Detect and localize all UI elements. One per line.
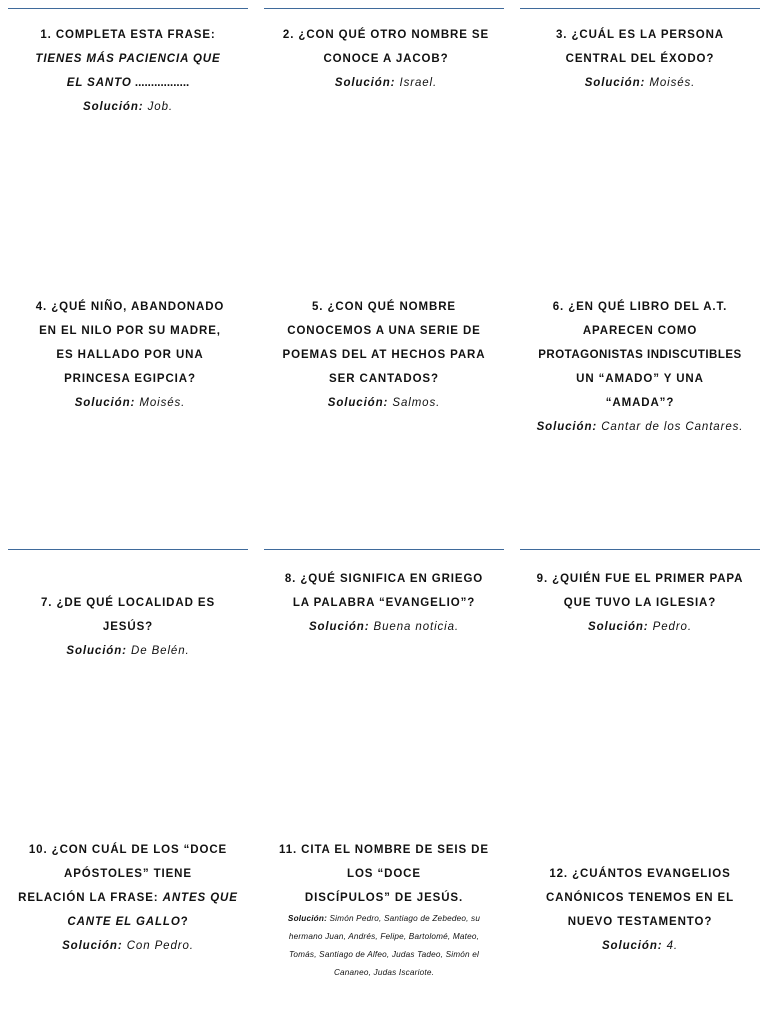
question-card-9 [527,567,753,639]
solution-label: Solución: [62,940,123,952]
solution-label: Solución: [308,621,370,633]
question-line: 1. COMPLETA ESTA FRASE: [40,29,216,41]
solution [273,71,499,95]
divider-rule [520,549,760,550]
question-card-10 [15,838,241,958]
question-line: “AMADA”? [605,397,675,409]
divider-rule [8,8,248,9]
question-line: 9. ¿QUIÉN FUE EL PRIMER PAPA [536,573,744,585]
solution [15,639,241,663]
question-line: ES HALLADO POR UNA [56,349,204,361]
question-text: EL SANTO [66,77,132,89]
solution [527,934,753,958]
solution-line [270,910,498,928]
solution-label: Solución: [334,77,396,89]
question-line: 5. ¿CON QUÉ NOMBRE [312,301,456,313]
question-line: CONOCEMOS A UNA SERIE DE [287,325,481,337]
question-line: 10. ¿CON CUÁL DE LOS “DOCE [28,844,228,856]
question-line: 2. ¿CON QUÉ OTRO NOMBRE SE [282,29,490,41]
blank-dots: ................. [131,77,190,89]
question-card-11 [270,838,498,982]
question-line: PROTAGONISTAS INDISCUTIBLES [538,349,742,361]
solution-label: Solución: [83,101,144,113]
question-line: EN EL NILO POR SU MADRE, [39,325,221,337]
question-line: APARECEN COMO [582,325,698,337]
solution-label: Solución: [74,397,136,409]
solution [17,391,243,415]
question-text: CANTE EL GALLO [67,916,181,928]
question-line: 7. ¿DE QUÉ LOCALIDAD ES [40,597,216,609]
solution-text: Buena noticia. [373,621,460,633]
question-line: CONOCE A JACOB? [323,53,449,65]
question-line: APÓSTOLES” TIENE [64,868,192,880]
divider-rule [264,549,504,550]
solution-label: Solución: [327,397,389,409]
question-line: CENTRAL DEL ÉXODO? [565,53,715,65]
solution-label: Solución: [601,940,663,952]
solution-text: Cantar de los Cantares. [601,421,744,433]
solution [527,615,753,639]
solution-label: Solución: [536,421,598,433]
solution-text: Moisés. [649,77,696,89]
question-line: 3. ¿CUÁL ES LA PERSONA [555,29,725,41]
question-card-4 [17,295,243,415]
solution-text: Moisés. [139,397,186,409]
solution [527,71,753,95]
solution-text: Pedro. [652,621,692,633]
solution-label: Solución: [287,914,328,923]
question-line [15,886,241,910]
question-line: 6. ¿EN QUÉ LIBRO DEL A.T. [552,301,728,313]
question-text: ANTES QUE [162,892,238,904]
question-line: JESÚS? [102,621,154,633]
question-line: SER CANTADOS? [329,373,439,385]
question-card-6 [526,295,754,439]
solution-label: Solución: [584,77,646,89]
question-card-1 [15,23,241,119]
solution [271,391,497,415]
question-line: LA PALABRA “EVANGELIO”? [292,597,476,609]
question-line: POEMAS DEL AT HECHOS PARA [282,349,486,361]
solution [526,415,754,439]
question-card-2 [273,23,499,95]
solution [270,910,498,982]
question-line: PRINCESA EGIPCIA? [64,373,196,385]
question-line: 8. ¿QUÉ SIGNIFICA EN GRIEGO [284,573,484,585]
solution [271,615,497,639]
solution-label: Solución: [588,621,649,633]
divider-rule [264,8,504,9]
question-line: 4. ¿QUÉ NIÑO, ABANDONADO [35,301,225,313]
question-line [15,71,241,95]
solution-text: Con Pedro. [126,940,194,952]
solution-label: Solución: [66,645,127,657]
question-line: NUEVO TESTAMENTO? [567,916,713,928]
solution-line: hermano Juan, Andrés, Felipe, Bartolomé, Mateo, [288,932,480,941]
divider-rule [520,8,760,9]
question-card-3 [527,23,753,95]
solution-text: Salmos. [392,397,441,409]
question-text: RELACIÓN LA FRASE: [18,892,159,904]
solution [15,95,241,119]
question-card-8 [271,567,497,639]
question-line: CANÓNICOS TENEMOS EN EL [545,892,735,904]
solution-text: Simón Pedro, Santiago de Zebedeo, su [329,914,481,923]
question-line: QUE TUVO LA IGLESIA? [563,597,717,609]
question-card-12 [527,862,753,958]
question-line: TIENES MÁS PACIENCIA QUE [35,53,221,65]
question-line: 11. CITA EL NOMBRE DE SEIS DE [279,844,489,856]
solution-text: De Belén. [131,645,190,657]
question-line: UN “AMADO” Y UNA [576,373,704,385]
question-line: DISCÍPULOS” DE JESÚS. [304,892,464,904]
question-line [15,910,241,934]
solution-text: 4. [666,940,678,952]
solution-line: Tomás, Santiago de Alfeo, Judas Tadeo, Simón el [288,950,480,959]
divider-rule [8,549,248,550]
question-card-7 [15,591,241,663]
question-text: ? [180,916,189,928]
question-line: 12. ¿CUÁNTOS EVANGELIOS [549,868,731,880]
question-line: LOS “DOCE [347,868,421,880]
solution-text: Job. [147,101,173,113]
solution-text: Israel. [399,77,438,89]
question-card-5 [271,295,497,415]
solution [15,934,241,958]
solution-line: Cananeo, Judas Iscariote. [333,968,435,977]
